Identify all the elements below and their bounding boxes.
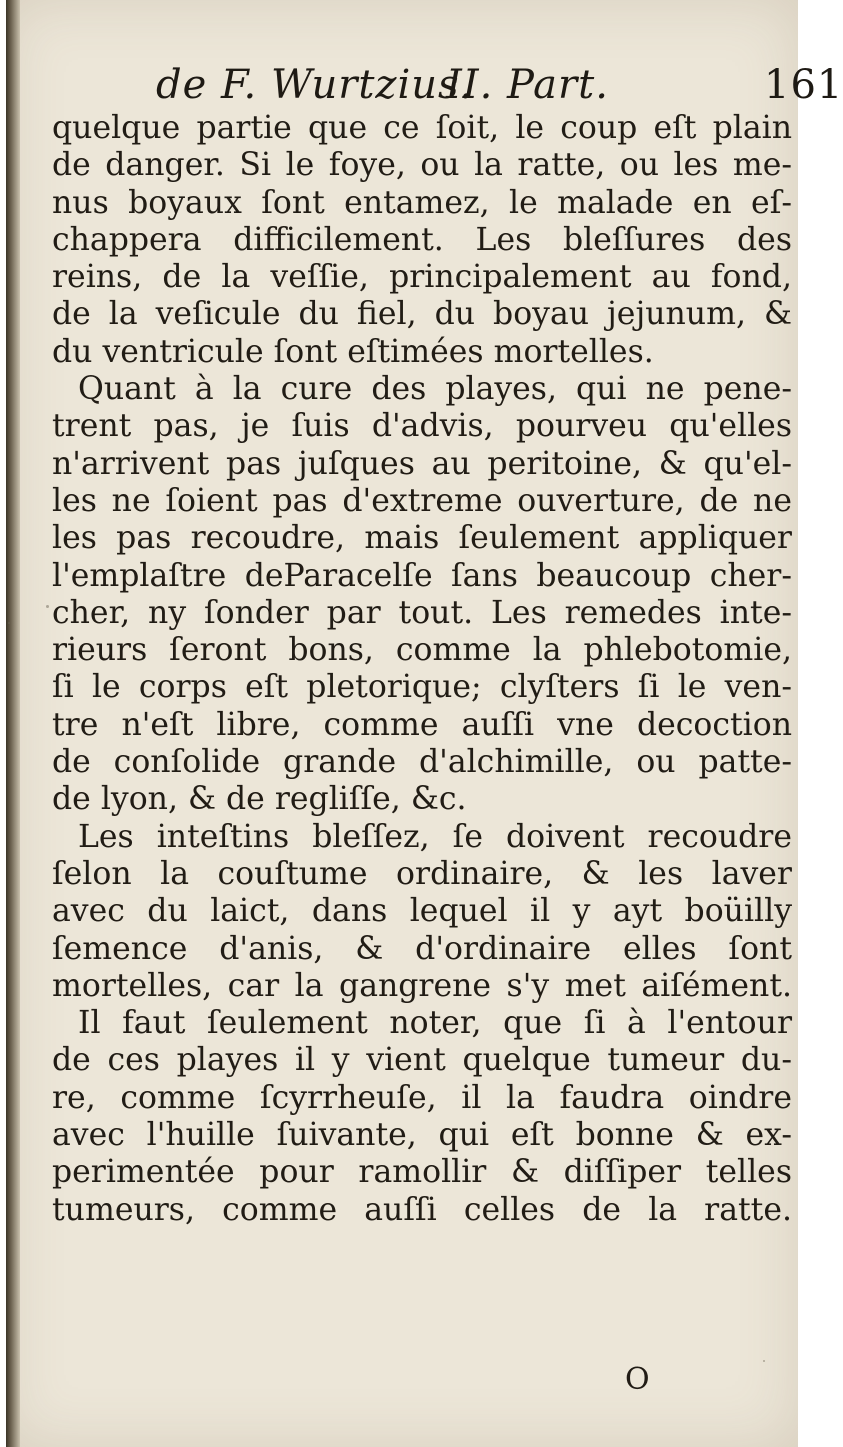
text-line: les pas recoudre, mais ſeulement appliquer <box>52 520 792 557</box>
text-line: tumeurs, comme auſſi celles de la ratte. <box>52 1191 792 1228</box>
text-line: de danger. Si le foye, ou la ratte, ou les me- <box>52 147 792 184</box>
text-line: avec l'huille ſuivante, qui eſt bonne & ex- <box>52 1117 792 1154</box>
text-line: Il faut ſeulement noter, que ſi à l'entour <box>78 1005 792 1042</box>
text-line: l'emplaſtre deParacelſe ſans beaucoup cher- <box>52 557 792 594</box>
text-line: nus boyaux ſont entamez, le malade en eſ- <box>52 184 792 221</box>
text-line: de lyon, & de regliſſe, &c. <box>52 781 467 818</box>
text-line: Les inteſtins bleſſez, ſe doivent recoudre <box>78 818 792 855</box>
text-line: n'arrivent pas juſques au peritoine, & qu'el- <box>52 445 792 482</box>
running-head-part: II. Part. <box>446 62 609 108</box>
text-line: Quant à la cure des playes, qui ne pene- <box>78 371 792 408</box>
text-line: du ventricule ſont eſtimées mortelles. <box>52 333 654 370</box>
text-line: quelque partie que ce ſoit, le coup eſt plain <box>52 110 792 146</box>
text-line: trent pas, je ſuis d'advis, pourveu qu'elles <box>52 408 792 445</box>
signature-mark: O <box>625 1362 650 1397</box>
text-line: chappera difficilement. Les bleſſures des <box>52 221 792 258</box>
paper-speck <box>46 605 49 608</box>
text-line: ſi le corps eſt pletorique; clyſters ſi le ven- <box>52 669 792 706</box>
binding-shadow <box>6 0 20 1447</box>
page-number: 161 <box>764 62 843 108</box>
text-line: perimentée pour ramollir & diſſiper telles <box>52 1154 792 1191</box>
book-page <box>6 0 843 1447</box>
text-line: reins, de la veſſie, principalement au fond, <box>52 259 792 296</box>
text-line: avec du laict, dans lequel il y ayt boüilly <box>52 893 792 930</box>
text-line: cher, ny ſonder par tout. Les remedes inte- <box>52 594 792 631</box>
text-line: les ne ſoient pas d'extreme ouverture, de ne <box>52 482 792 519</box>
running-head-author: de F. Wurtzius. <box>156 62 474 108</box>
text-line: tre n'eſt libre, comme auſſi vne decoction <box>52 706 792 743</box>
running-head <box>156 62 843 112</box>
text-line: ſemence d'anis, & d'ordinaire elles ſont <box>52 930 792 967</box>
text-line: de la veſicule du fiel, du boyau jejunum, & <box>52 296 792 333</box>
text-line: re, comme ſcyrrheuſe, il la faudra oindre <box>52 1079 792 1116</box>
text-line: de conſolide grande d'alchimille, ou patte- <box>52 744 792 781</box>
body-text <box>52 110 792 1229</box>
text-line: ſelon la couſtume ordinaire, & les laver <box>52 855 792 892</box>
text-line: de ces playes il y vient quelque tumeur du- <box>52 1042 792 1079</box>
paper-speck <box>763 1360 765 1362</box>
paper-speck <box>8 622 10 624</box>
text-line: rieurs ſeront bons, comme la phlebotomie, <box>52 632 792 669</box>
text-line: mortelles, car la gangrene s'y met aiſément. <box>52 967 792 1004</box>
